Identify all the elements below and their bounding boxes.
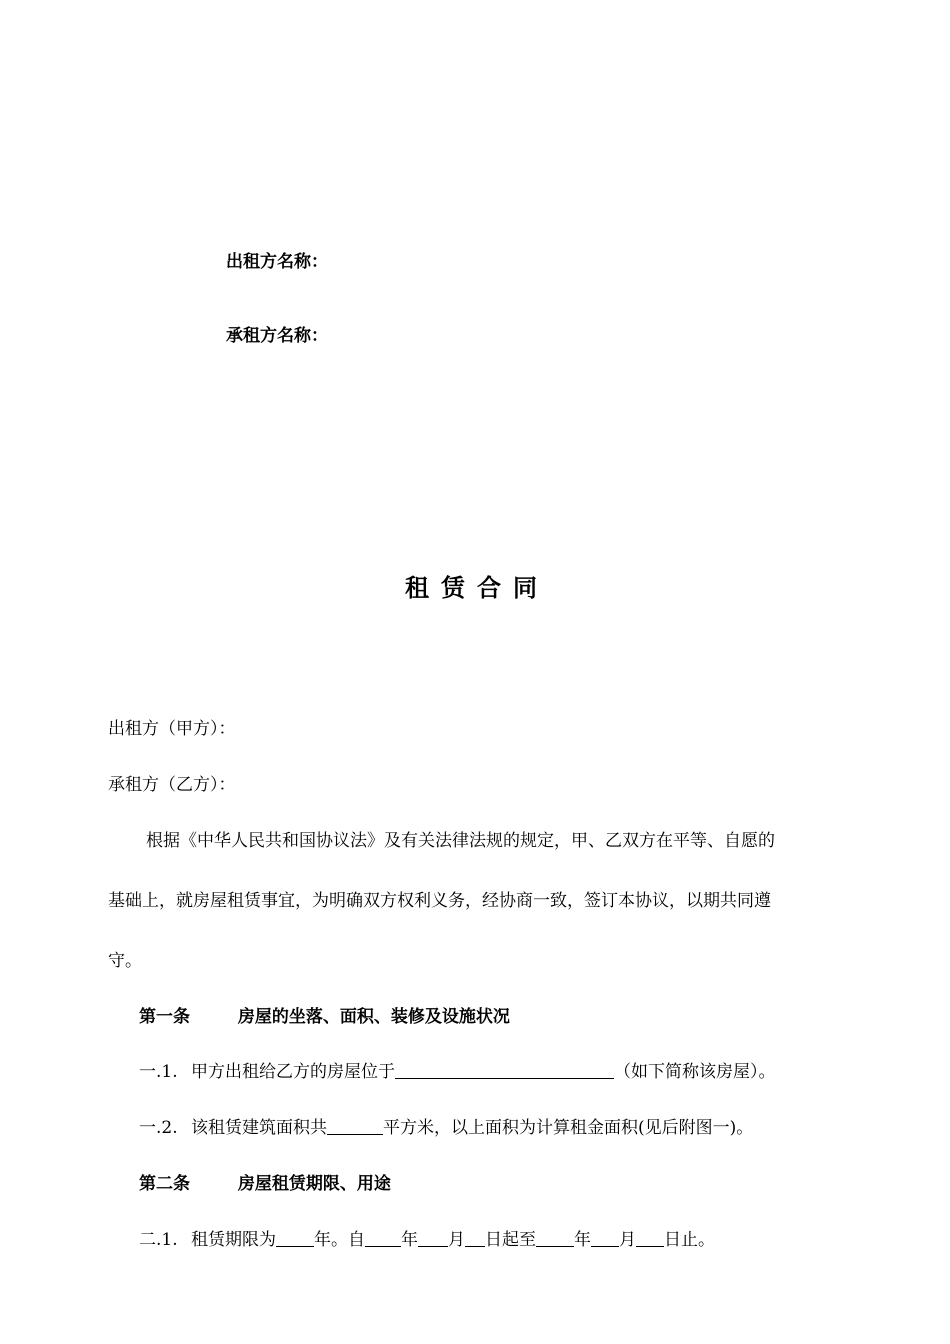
clause-2-1-text-d: 月 — [448, 1230, 466, 1250]
clause-1-1-text-a: 甲方出租给乙方的房屋位于 — [191, 1062, 396, 1082]
clause-1-2 — [139, 1113, 753, 1138]
start-year-blank[interactable] — [365, 1230, 401, 1247]
preamble-line-3: 守。 — [108, 951, 142, 971]
document-title: 租赁合同 — [405, 574, 549, 602]
clause-2-1-number: 二.1. — [139, 1230, 178, 1250]
clause-2-1-text-h: 日止。 — [664, 1230, 716, 1250]
clause-2-1-text-a: 租赁期限为 — [191, 1230, 277, 1250]
article-1-title: 房屋的坐落、面积、装修及设施状况 — [237, 1007, 510, 1027]
article-2-heading — [139, 1169, 391, 1194]
clause-1-2-text-b: 平方米，以上面积为计算租金面积(见后附图一)。 — [383, 1118, 754, 1138]
article-2-title: 房屋租赁期限、用途 — [237, 1174, 391, 1194]
clause-2-1-text-c: 年 — [401, 1230, 419, 1250]
start-month-blank[interactable] — [418, 1230, 448, 1247]
preamble-line-2: 基础上，就房屋租赁事宜，为明确双方权利义务，经协商一致，签订本协议，以期共同遵 — [108, 891, 771, 911]
clause-1-1-text-b: （如下简称该房屋）。 — [614, 1062, 776, 1082]
house-location-blank[interactable] — [395, 1062, 614, 1079]
clause-1-1-number: 一.1. — [139, 1062, 178, 1082]
clause-1-2-number: 一.2. — [139, 1118, 178, 1138]
clause-1-1 — [139, 1057, 776, 1082]
clause-1-2-text-a: 该租赁建筑面积共 — [191, 1118, 328, 1138]
end-day-blank[interactable] — [636, 1230, 664, 1247]
article-1-heading — [139, 1002, 510, 1027]
clause-2-1-text-f: 年 — [574, 1230, 592, 1250]
term-years-blank[interactable] — [276, 1230, 314, 1247]
party-b-line: 承租方（乙方）： — [108, 775, 236, 795]
cover-lessee-name: 承租方名称： — [226, 326, 328, 346]
area-blank[interactable] — [327, 1118, 383, 1135]
start-day-blank[interactable] — [465, 1230, 485, 1247]
end-month-blank[interactable] — [591, 1230, 619, 1247]
end-year-blank[interactable] — [536, 1230, 574, 1247]
article-2-number: 第二条 — [139, 1174, 190, 1194]
clause-2-1-text-e: 日起至 — [485, 1230, 537, 1250]
clause-2-1 — [139, 1225, 715, 1250]
cover-lessor-name: 出租方名称： — [226, 252, 328, 272]
article-1-number: 第一条 — [139, 1007, 190, 1027]
preamble-line-1: 根据《中华人民共和国协议法》及有关法律法规的规定，甲、乙双方在平等、自愿的 — [146, 831, 775, 851]
clause-2-1-text-g: 月 — [619, 1230, 637, 1250]
clause-2-1-text-b: 年。自 — [314, 1230, 366, 1250]
party-a-line: 出租方（甲方）： — [108, 719, 236, 739]
